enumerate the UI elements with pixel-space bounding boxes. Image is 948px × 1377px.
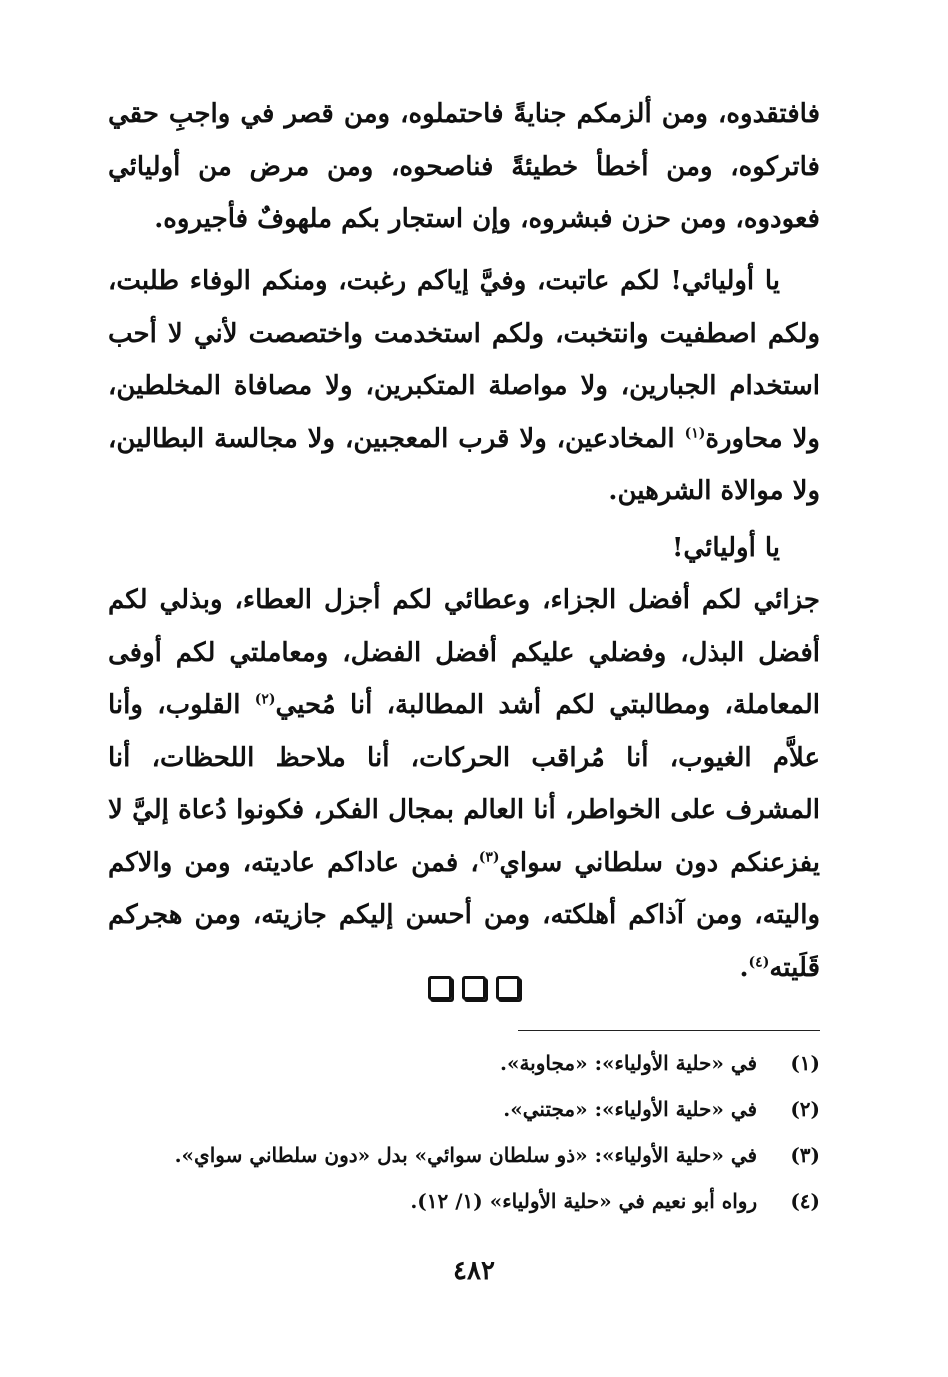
footnote-ref-3[interactable]: (٣) [478, 848, 500, 865]
paragraph-1-text: فافتقدوه، ومن ألزمكم جنايةً فاحتملوه، ومن قصر في واجبِ حقي فاتركوه، ومن أخطأ خطيئةً فناصحوه، ومن مرض من أوليائي فعودوه، ومن حزن فبشروه، وإن استجار بكم ملهوفٌ فأجيروه. [108, 99, 820, 234]
footnote-ref-2[interactable]: (٢) [254, 691, 276, 708]
footnote-divider [518, 1030, 820, 1031]
paragraph-2 [108, 255, 820, 518]
footnote-text: في «حلية الأولياء»: «مجاوبة». [499, 1051, 758, 1075]
separator-square-icon [428, 976, 452, 1000]
paragraph-3-part-a: جزائي لكم أفضل الجزاء، وعطائي لكم أجزل العطاء، وبذلي لكم أفضل البذل، وفضلي عليكم أفضل الفضل، ومعاملتي لكم أوفى المعاملة، ومطالبتي لكم أشد المطالبة، أنا مُحيي [108, 585, 820, 720]
footnote-ref-4[interactable]: (٤) [748, 953, 770, 970]
paragraph-3-part-d: . [739, 952, 749, 983]
separator-square-icon [496, 976, 520, 1000]
paragraph-1 [108, 88, 820, 246]
footnote-text: في «حلية الأولياء»: «ذو سلطان سوائي» بدل «دون سلطاني سواي». [174, 1143, 758, 1167]
footnotes-list [108, 1040, 820, 1224]
footnote-ref-1[interactable]: (١) [684, 424, 706, 441]
section-separator [0, 976, 948, 1004]
page-number: ٤٨٢ [453, 1256, 495, 1286]
footnote-number: (١) [790, 1051, 820, 1075]
footnote-item-2 [108, 1086, 820, 1132]
footnote-item-1 [108, 1040, 820, 1086]
paragraph-2-part-a: يا أوليائي! لكم عاتبت، وفيَّ إياكم رغبت، ومنكم الوفاء طلبت، ولكم اصطفيت وانتخبت، ولكم استخدمت واختصصت لأني لا أحب استخدام الجبارين، ولا مواصلة المتكبرين، ولا مصافاة المخلطين، ولا محاورة [108, 266, 820, 454]
footnote-number: (٣) [790, 1143, 820, 1167]
footnote-number: (٤) [790, 1189, 820, 1213]
section-heading [108, 522, 820, 575]
footnote-item-4 [108, 1178, 820, 1224]
footnote-item-3 [108, 1132, 820, 1178]
paragraph-3-text [108, 574, 820, 994]
paragraph-3-part-b: القلوب، وأنا علاَّم الغيوب، أنا مُراقب الحركات، أنا ملاحظ اللحظات، أنا المشرف على الخواطر، أنا العالم بمجال الفكر، فكونوا دُعاة إليَّ لا يفزعنكم دون سلطاني سواي [108, 690, 820, 878]
heading-text: يا أوليائي! [672, 533, 780, 563]
footnote-number: (٢) [790, 1097, 820, 1121]
paragraph-2-text [108, 255, 820, 518]
footnote-text: رواه أبو نعيم في «حلية الأولياء» (١/ ١٢). [410, 1189, 758, 1213]
footnote-text: في «حلية الأولياء»: «مجتني». [503, 1097, 758, 1121]
paragraph-2-part-b: المخادعين، ولا قرب المعجبين، ولا مجالسة البطالين، ولا موالاة الشرهين. [108, 423, 820, 506]
separator-square-icon [462, 976, 486, 1000]
paragraph-3 [108, 574, 820, 994]
paragraph-3-part-c: ، فمن عاداكم عاديته، ومن والاكم واليته، ومن آذاكم أهلكته، ومن أحسن إليكم جازيته، ومن هجركم قَلَيته [108, 847, 820, 983]
